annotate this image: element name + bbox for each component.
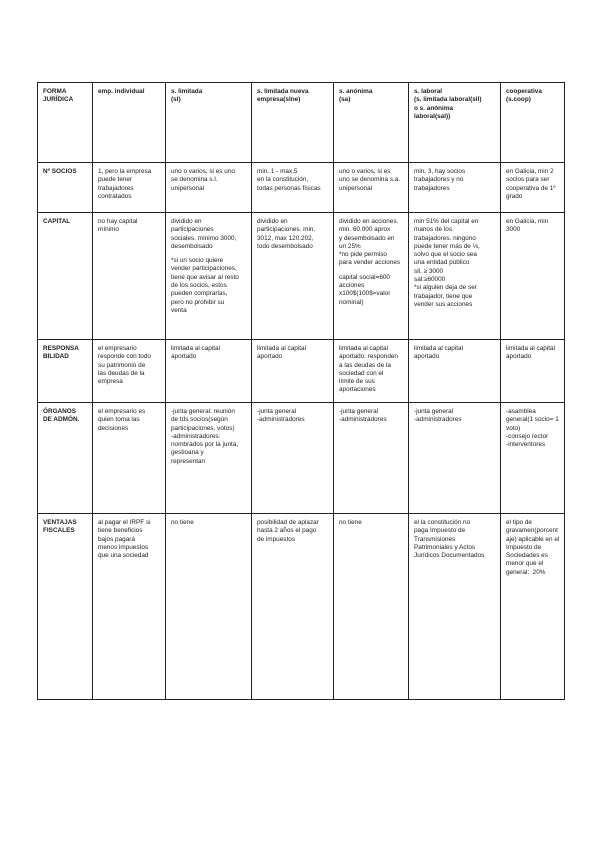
cell-text-line: dividido en acciones. — [339, 218, 399, 225]
table-cell — [252, 514, 334, 700]
cell-text-line: voto) — [506, 424, 521, 432]
table-cell — [409, 403, 501, 514]
cell-text-line: s. laboral — [414, 88, 443, 95]
table-row — [38, 514, 565, 700]
cell-text-line: aportado — [171, 353, 197, 361]
cell-text-line: participaciones — [171, 226, 214, 234]
cell-text-line: pueden comprarlas, — [171, 290, 228, 298]
table-cell — [501, 340, 565, 403]
cell-text-line: *si un socio quiere — [171, 257, 224, 265]
cell-text-line: general: 20% — [506, 568, 546, 576]
cell-text-line: las deudas de la — [98, 369, 145, 377]
cell-text-line: gestioana y — [171, 449, 204, 457]
column-header — [252, 83, 334, 163]
cell-text-line: trabajadores — [98, 184, 134, 192]
cell-text-line: vender participaciones, — [171, 265, 237, 273]
cell-text-line: (s. limitada laboral(sll) — [414, 96, 482, 104]
cell-text-line: uno o varios, si es uno — [171, 168, 235, 175]
cell-text-line: unipersonal — [339, 184, 373, 192]
cell-text-line: mínimo — [98, 226, 119, 234]
table-cell — [334, 514, 409, 700]
cell-text-line: -administradores — [257, 416, 305, 424]
cell-text-line: sociedad con el — [339, 369, 384, 377]
cell-text-line: Nº SOCIOS — [43, 168, 77, 175]
cell-text-line: gravamen(porcent — [506, 527, 558, 535]
cell-text-line: no tiene — [171, 519, 194, 526]
cell-text-line: aportado — [506, 353, 532, 361]
row-header — [38, 340, 93, 403]
table-cell — [334, 213, 409, 340]
row-header — [38, 514, 93, 700]
cell-text-line: min. 3, hay socios — [414, 168, 466, 175]
column-header — [166, 83, 252, 163]
table-row — [38, 340, 565, 403]
table-cell — [501, 163, 565, 213]
cell-text-line: min. 1 - max.5 — [257, 168, 298, 175]
cell-text-line: limitada al capital — [506, 345, 556, 352]
cell-text-line: s. limitada nueva — [257, 88, 309, 95]
table-cell — [409, 163, 501, 213]
cell-text-line: CAPITAL — [43, 218, 71, 225]
cell-text-line: limitada al capital — [171, 345, 221, 352]
table-cell — [334, 163, 409, 213]
cell-text-line: limitada al capital — [339, 345, 389, 352]
cell-text-line: quien toma las — [98, 416, 140, 424]
cell-text-line: un 25% — [339, 242, 361, 250]
cell-text-line: *no pide permiso — [339, 251, 387, 259]
table-cell — [93, 163, 166, 213]
column-header — [93, 83, 166, 163]
cell-text-line: capital social=600 — [339, 273, 390, 281]
table-cell — [409, 213, 501, 340]
table-cell — [166, 163, 252, 213]
cell-text-line: unipersonal — [171, 184, 205, 192]
cell-text-line: -administradores — [414, 416, 462, 424]
cell-text-line: cooperativa — [506, 88, 542, 95]
table-cell — [166, 514, 252, 700]
cell-text-line: para vender acciones — [339, 259, 401, 267]
cell-text-line: -junta general — [339, 408, 379, 415]
cell-text-line: limitada al capital — [257, 345, 307, 352]
cell-text-line: -asamblea — [506, 408, 536, 415]
cell-text-line: Sociedades es — [506, 552, 548, 560]
cell-text-line: no hay capital — [98, 218, 138, 225]
cell-text-line: -junta general: reunión — [171, 408, 235, 415]
cell-text-line: general(1 socio= 1 — [506, 416, 559, 424]
cell-text-line: de los socios, estos — [171, 282, 227, 290]
cell-text-line: posibilidad de aplazar — [257, 519, 319, 526]
cell-text-line: FORMA — [43, 88, 67, 95]
cell-text-line: min. 60.000 aprox — [339, 226, 391, 234]
cell-text-line: *si alguien deja de ser — [414, 284, 477, 292]
cell-text-line: (s.coop) — [506, 96, 531, 104]
cell-text-line: emp. individual — [98, 88, 145, 95]
cell-text-line: FISCALES — [43, 527, 75, 535]
cell-text-line: representan — [171, 457, 206, 465]
cell-text-line: contratados — [98, 192, 132, 200]
cell-text-line: trabajador, tiene que — [414, 292, 473, 300]
cell-text-line: tiene que avisar al resto — [171, 273, 239, 281]
cell-text-line: venta — [171, 306, 187, 314]
cell-text-line: sociales. mínimo 3000, — [171, 234, 237, 242]
cell-text-line: Transmisiones — [414, 535, 456, 543]
column-header — [501, 83, 565, 163]
cell-text-line: min 51% del capital en — [414, 218, 479, 225]
cell-text-line: participaciones, votos) — [171, 424, 235, 432]
cell-text-line: -interventores — [506, 441, 546, 449]
cell-text-line: que una sociedad — [98, 552, 149, 560]
table-cell — [166, 213, 252, 340]
table-cell — [409, 514, 501, 700]
cell-text-line: de tds socios(según — [171, 416, 228, 424]
table-cell — [93, 340, 166, 403]
table-cell — [93, 403, 166, 514]
row-header — [38, 163, 93, 213]
cell-text-line: el la constitución no — [414, 519, 471, 526]
cell-text-line: -administradores: — [171, 432, 221, 440]
table-row — [38, 213, 565, 340]
table-cell — [252, 163, 334, 213]
cell-text-line: aportaciones — [339, 386, 376, 394]
cell-text-line: nombrados por la junta, — [171, 441, 239, 449]
cell-text-line: sal:≥60000 — [414, 276, 446, 284]
cell-text-line: participaciones. min. — [257, 226, 316, 234]
cell-text-line: menor que el — [506, 560, 544, 568]
cell-text-line: trabajadores. ningúno — [414, 234, 476, 242]
cell-text-line: 1, pero la empresa — [98, 168, 152, 175]
cell-text-line: a las deudas de la — [339, 361, 391, 369]
cell-text-line: s. anónima — [339, 88, 373, 95]
cell-text-line: decisiones — [98, 424, 129, 432]
cell-text-line: límite de sus — [339, 378, 375, 386]
table-cell — [93, 213, 166, 340]
cell-text-line: s. limitada — [171, 88, 203, 95]
cell-text-line: aportado — [414, 353, 440, 361]
cell-text-line: hasta 2 años el pago — [257, 527, 317, 535]
row-header — [38, 403, 93, 514]
cell-text-line: su patrimonio de — [98, 361, 146, 369]
column-header — [334, 83, 409, 163]
cell-text-line: -junta general — [257, 408, 297, 415]
cell-text-line: tiene beneficios — [98, 527, 143, 535]
table-cell — [501, 403, 565, 514]
cell-text-line: no tiene — [339, 519, 362, 526]
cell-text-line: laboral(sal)) — [414, 112, 451, 120]
cell-text-line: uno se denomina s.a. — [339, 176, 401, 184]
cell-text-line: trabajadores y no — [414, 176, 464, 184]
cell-text-line: grado — [506, 192, 523, 200]
cell-text-line: empresa — [98, 378, 123, 386]
cell-text-line: se denomina s.l. — [171, 176, 218, 184]
cell-text-line: uno o varios, si es — [339, 168, 391, 175]
cell-text-line: VENTAJAS — [43, 519, 77, 526]
legal-forms-table — [37, 82, 565, 700]
table-cell — [334, 340, 409, 403]
cell-text-line: paga Impuesto de — [414, 527, 466, 535]
cell-text-line: -consejo rector — [506, 432, 549, 440]
cell-text-line: una entidad público — [414, 259, 470, 267]
table-cell — [252, 213, 334, 340]
cell-text-line: ÓRGANOS — [43, 408, 77, 415]
cell-text-line: manos de los — [414, 226, 453, 234]
cell-text-line: BILIDAD — [43, 353, 69, 361]
table-cell — [252, 403, 334, 514]
table-cell — [252, 340, 334, 403]
cell-text-line: x100$(100$=valor — [339, 290, 391, 298]
cell-text-line: acciones — [339, 282, 365, 290]
cell-text-line: -junta general — [414, 408, 454, 415]
cell-text-line: en Galicia, min — [506, 218, 549, 225]
cell-text-line: de impuestos — [257, 535, 296, 543]
cell-text-line: 3000 — [506, 226, 521, 234]
cell-text-line: (sl) — [171, 96, 181, 104]
cell-text-line: Patrimoniales y Actos — [414, 543, 476, 551]
cell-text-line: -administradores — [339, 416, 387, 424]
cell-text-line: todo desembolsado — [257, 242, 313, 250]
cell-text-line: puede tener — [98, 176, 133, 184]
cell-text-line: nominal) — [339, 298, 364, 306]
cell-text-line: RESPONSA — [43, 345, 79, 352]
cell-text-line: desembolsado — [171, 242, 213, 250]
cell-text-line: DE ADMÓN. — [43, 416, 80, 424]
cell-text-line: al pagar el IRPF si — [98, 519, 151, 526]
table-cell — [166, 340, 252, 403]
cell-text-line: sll. ≥ 3000 — [414, 267, 444, 275]
table-cell — [501, 514, 565, 700]
table-cell — [93, 514, 166, 700]
cell-text-line: menos impuestos — [98, 543, 149, 551]
column-header — [38, 83, 93, 163]
cell-text-line: Jurídicos Documentados — [414, 552, 485, 560]
table-cell — [166, 403, 252, 514]
cell-text-line: vender sus acciones — [414, 300, 473, 308]
cell-text-line: y desembolsado en — [339, 234, 395, 242]
cell-text-line: dividido en — [257, 218, 288, 225]
cell-text-line: el tipo de — [506, 519, 532, 526]
cell-text-line: trabajadores — [414, 184, 450, 192]
cell-text-line: responde con todo — [98, 353, 151, 361]
cell-text-line: aportado — [257, 353, 283, 361]
cell-text-line: bajos pagará — [98, 535, 135, 543]
cell-text-line: JURÍDICA — [43, 96, 74, 104]
cell-text-line: Impuesto de — [506, 543, 542, 551]
cell-text-line: empresa(slne) — [257, 96, 301, 104]
cell-text-line: en la constitución, — [257, 176, 309, 184]
cell-text-line: todas personas físicas — [257, 184, 321, 192]
cell-text-line: dividido en — [171, 218, 202, 225]
cell-text-line: el empresario es — [98, 408, 146, 415]
column-header — [409, 83, 501, 163]
cell-text-line: socios para ser — [506, 176, 550, 184]
cell-text-line: aje) aplicable en el — [506, 535, 560, 543]
cell-text-line: o s. anónima — [414, 104, 454, 112]
cell-text-line: (sa) — [339, 96, 351, 104]
cell-text-line: 3012, max 120.202, — [257, 234, 314, 242]
cell-text-line: puede tener más de ⅓, — [414, 242, 480, 250]
header-row — [38, 83, 565, 163]
table-cell — [501, 213, 565, 340]
table-cell — [334, 403, 409, 514]
cell-text-line: pero no prohibir su — [171, 298, 225, 306]
cell-text-line: cooperativa de 1º — [506, 184, 556, 192]
cell-text-line: aportado: responden — [339, 353, 398, 361]
table-cell — [409, 340, 501, 403]
cell-text-line: solvo que el socio sea — [414, 251, 477, 259]
cell-text-line: el empresario — [98, 345, 137, 352]
cell-text-line: limitada al capital — [414, 345, 464, 352]
cell-text-line: en Galicia, min 2 — [506, 168, 554, 175]
row-header — [38, 213, 93, 340]
table-row — [38, 403, 565, 514]
table-row — [38, 163, 565, 213]
